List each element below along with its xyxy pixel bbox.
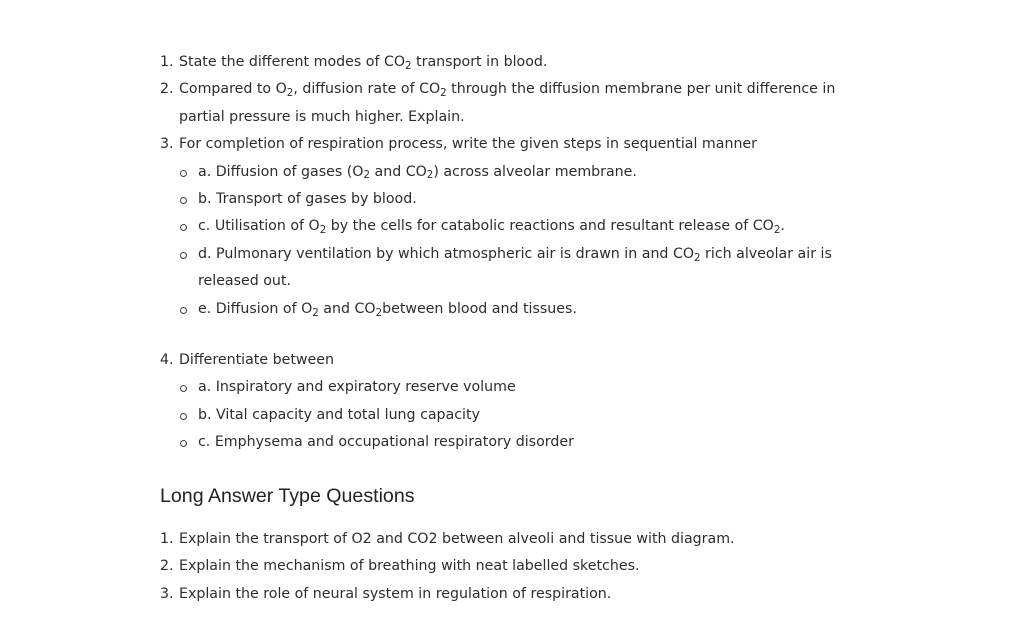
circle-bullet-icon (180, 170, 187, 177)
question-text: Explain the transport of O2 and CO2 between alveoli and tissue with diagram. (179, 530, 735, 547)
differentiate-list (179, 374, 880, 456)
question-3 (160, 131, 880, 347)
list-item: c. Utilisation of $O_2$ by the cells for catabolic reactions and resultant release of $CO_2$. (179, 213, 880, 240)
list-item: d. Pulmonary ventilation by which atmospheric air is drawn in and $CO_2$ rich alveolar air is released out. (179, 241, 880, 296)
list-item: b. Transport of gases by blood. (179, 186, 880, 213)
document-content (160, 49, 880, 608)
list-item: a. Inspiratory and expiratory reserve volume (179, 374, 880, 401)
circle-bullet-icon (180, 440, 187, 447)
circle-bullet-icon (180, 197, 187, 204)
list-item: e. Diffusion of $O_2$ and $CO_2between$ blood and tissues. (179, 296, 880, 323)
question-2 (160, 76, 880, 131)
circle-bullet-icon (180, 413, 187, 420)
question-number: 3. (160, 585, 174, 602)
circle-bullet-icon (180, 224, 187, 231)
list-item: a. Diffusion of gases ($O_2$ and $CO_2$) across alveolar membrane. (179, 159, 880, 186)
question-text: Explain the role of neural system in regulation of respiration. (179, 585, 612, 602)
question-text: For completion of respiration process, write the given steps in sequential manner (179, 136, 757, 153)
question-text: State the different modes of $CO_2$ transport in blood. (179, 54, 548, 72)
circle-bullet-icon (180, 385, 187, 392)
list-item: b. Vital capacity and total lung capacity (179, 402, 880, 429)
short-questions-list (160, 49, 880, 457)
question-number: 1. (160, 530, 174, 547)
circle-bullet-icon (180, 307, 187, 314)
question-number: 2. (160, 81, 174, 98)
question-number: 1. (160, 54, 174, 70)
step-list (179, 159, 880, 323)
spacer (179, 323, 880, 347)
circle-bullet-icon (180, 252, 187, 259)
question-number: 4. (160, 352, 174, 369)
question-1 (160, 526, 880, 553)
question-text: Compared to $O_2$, diffusion rate of $CO_2$ through the diffusion membrane per unit difference in partial pressure is much higher. Explain. (179, 81, 836, 125)
question-number: 3. (160, 136, 174, 153)
question-text: Differentiate between (179, 352, 334, 369)
question-number: 2. (160, 558, 174, 575)
list-item: c. Emphysema and occupational respiratory disorder (179, 429, 880, 456)
section-heading: Long Answer Type Questions (160, 484, 415, 507)
question-text: Explain the mechanism of breathing with neat labelled sketches. (179, 558, 640, 575)
long-questions-list (160, 526, 880, 608)
question-2 (160, 553, 880, 580)
question-3 (160, 581, 880, 608)
question-4 (160, 347, 880, 457)
question-1 (160, 49, 880, 76)
